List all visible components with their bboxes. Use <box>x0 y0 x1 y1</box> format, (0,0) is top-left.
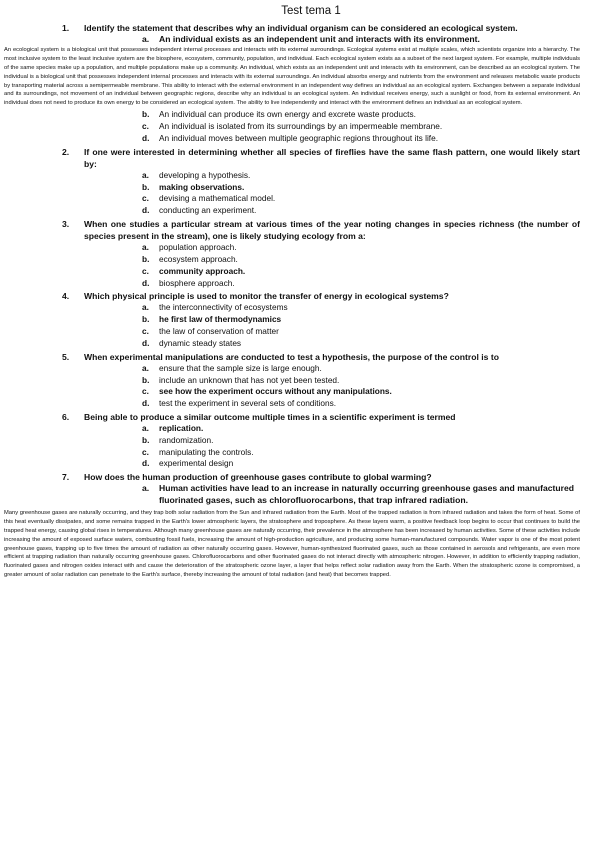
option-text: Human activities have lead to an increase in naturally occurring greenhouse gases and manufactured fluorinated gases, such as chlorofluorocarbons, that trap infrared radiation. <box>159 483 575 506</box>
option-letter: c. <box>142 121 149 132</box>
option-item-correct <box>142 266 580 278</box>
question-text: If one were interested in determining whether all species of fireflies have the same flash pattern, one would likely start by: <box>84 146 580 169</box>
answer-option <box>142 34 580 46</box>
option-item <box>142 363 580 375</box>
option-text: An individual is isolated from its surroundings by an impermeable membrane. <box>159 121 443 132</box>
answer-option <box>142 483 580 507</box>
option-letter: a. <box>142 242 149 253</box>
option-letter: c. <box>142 193 149 204</box>
question-1 <box>42 22 580 34</box>
option-text: An individual moves between multiple geographic regions throughout its life. <box>159 132 439 143</box>
question-text: Identify the statement that describes why an individual organism can be considered an ecological system. <box>84 23 518 33</box>
option-item <box>142 458 580 470</box>
option-letter: b. <box>142 314 150 325</box>
question-text: Which physical principle is used to monitor the transfer of energy in ecological systems? <box>84 291 449 302</box>
option-text: conducting an experiment. <box>159 205 257 216</box>
option-letter: c. <box>142 446 149 457</box>
option-letter: c. <box>142 386 149 397</box>
question-number: 3. <box>62 219 70 229</box>
option-text: randomization. <box>159 434 214 445</box>
option-letter: d. <box>142 277 150 288</box>
option-text: An individual can produce its own energy and excrete waste products. <box>159 109 416 120</box>
option-item <box>142 193 580 205</box>
option-letter: d. <box>142 398 150 409</box>
option-text: the law of conservation of matter <box>159 326 279 337</box>
option-letter: a. <box>142 423 149 434</box>
option-text: ensure that the sample size is large enough. <box>159 362 322 373</box>
option-text: developing a hypothesis. <box>159 169 251 180</box>
option-item <box>142 326 580 338</box>
option-item <box>142 338 580 350</box>
question-7 <box>42 471 580 483</box>
option-item <box>142 205 580 217</box>
option-text: the interconnectivity of ecosystems <box>159 302 288 313</box>
option-item <box>142 109 580 121</box>
option-item-correct <box>142 182 580 194</box>
question-4 <box>42 290 580 302</box>
option-letter: d. <box>142 132 150 143</box>
option-text: biosphere approach. <box>159 277 235 288</box>
option-text: test the experiment in several sets of conditions. <box>159 398 337 409</box>
option-text: making observations. <box>159 181 245 192</box>
option-item <box>142 254 580 266</box>
option-letter: b. <box>142 253 150 264</box>
option-letter: c. <box>142 326 149 337</box>
option-letter: a. <box>142 302 149 313</box>
question-3 <box>42 218 580 242</box>
option-text: ecosystem approach. <box>159 253 238 264</box>
question-2 <box>42 146 580 170</box>
option-letter: c. <box>142 265 149 276</box>
option-letter: a. <box>142 169 149 180</box>
option-letter: b. <box>142 434 150 445</box>
option-letter: d. <box>142 458 150 469</box>
option-text: community approach. <box>159 265 246 276</box>
option-text: replication. <box>159 423 204 434</box>
option-item-correct <box>142 314 580 326</box>
question-number: 4. <box>62 291 70 302</box>
question-text: When experimental manipulations are conducted to test a hypothesis, the purpose of the control is to <box>84 351 499 362</box>
option-letter: a. <box>142 362 149 373</box>
option-letter: a. <box>142 483 150 494</box>
option-item <box>142 121 580 133</box>
explanation-paragraph: An ecological system is a biological unit that possesses independent internal processes and interacts with its external surroundings. Ecological systems exist at multiple scales, which scientists organize into a hierarchy. The most inclusive system to the least inclusive system are the biosphere, ecosystem, community, population, and individual. Each ecological system exists as a subset of the next largest system. For example, multiple individuals of the same species make up a population, and multiple populations make up a community. An individual, which exists as an independent unit and interacts with its environment, can be described as an ecological system. The individual is a biological unit that possesses independent internal processes and interacts with its external surroundings. An individual absorbs energy and nutrients from the environment and releases metabolic waste products by transporting material across a semipermeable membrane. This ability to interact with the external environment in an independent way defines an individual as an ecological system. Exchanges between a separate individual and its surroundings, not movement of an individual between geographic regions, describe why an individual is an ecological system. An individual receives energy, such a sunlight or food, from its external environment. An individual does not need to produce its own energy to be considered an ecological system. The ability to live independently and interact with the environment defines an individual as an ecological system. <box>4 46 580 107</box>
option-text: manipulating the controls. <box>159 446 254 457</box>
option-item <box>142 398 580 410</box>
option-item <box>142 447 580 459</box>
question-text: Being able to produce a similar outcome multiple times in a scientific experiment is termed <box>84 411 456 422</box>
option-item <box>142 375 580 387</box>
option-letter: b. <box>142 181 150 192</box>
option-letter: b. <box>142 109 150 120</box>
option-text: see how the experiment occurs without any manipulations. <box>159 386 392 397</box>
option-text: include an unknown that has not yet been tested. <box>159 374 340 385</box>
option-text: An individual exists as an independent unit and interacts with its environment. <box>159 34 480 45</box>
question-number: 1. <box>62 23 70 33</box>
option-item-correct <box>142 423 580 435</box>
option-item <box>142 435 580 447</box>
option-text: population approach. <box>159 242 237 253</box>
option-item <box>142 278 580 290</box>
option-item <box>142 133 580 145</box>
question-number: 2. <box>62 146 70 157</box>
question-6 <box>42 411 580 423</box>
option-letter: a. <box>142 34 150 45</box>
option-text: devising a mathematical model. <box>159 193 276 204</box>
question-text: How does the human production of greenhouse gases contribute to global warming? <box>84 472 432 483</box>
option-text: experimental design <box>159 458 234 469</box>
option-item-correct <box>142 386 580 398</box>
option-item <box>142 302 580 314</box>
option-text: he first law of thermodynamics <box>159 314 282 325</box>
question-number: 7. <box>62 472 70 483</box>
option-letter: d. <box>142 337 150 348</box>
question-text: When one studies a particular stream at various times of the year noting changes in species richness (the number of species present in the stream), one is likely studying ecology from a: <box>84 219 580 242</box>
option-item <box>142 170 580 182</box>
option-letter: b. <box>142 374 150 385</box>
page-title: Test tema 1 <box>281 5 341 17</box>
question-number: 6. <box>62 411 70 422</box>
explanation-paragraph: Many greenhouse gases are naturally occurring, and they trap both solar radiation from the Sun and infrared radiation from the Earth. Most of the trapped radiation is from infrared radiation and takes the form of heat. Some of this heat eventually dissipates, and some remains trapped in the Earth's lower atmospheric layers, the stratosphere and troposphere. As these layers warm, a positive feedback loop begins to occur that continues to build the trapped heat energy, causing global rises in temperatures. Although many greenhouse gases are naturally occurring, their prevalence in the atmosphere has been increased by human activities. Some of these activities include increasing the amount of exposed surface waters, combusting fossil fuels, increasing the amount of high-production agriculture, and producing some human-manufactured compounds. Water vapor is one of the most potent greenhouse gases, trapping up to five times the amount of radiation as other naturally occurring gases. However, human-synthesized fluorinated gases, such as those contained in aerosols and refrigerants, are even more efficient at trapping radiation than naturally occurring greenhouse gases. Chlorofluorocarbons and other fluorinated gases do not interact directly with atmospheric nitrogen. However, in addition to efficiently trapping radiation, fluorinated gases and nitrogen oxides interact with and cause the deterioration of the stratospheric ozone layer, a layer that helps reflect solar radiation away from the Earth. When the stratospheric ozone is compromised, a greater amount of solar radiation can penetrate to the Earth's surface, thereby increasing the amount of total radiation (and heat) that becomes trapped. <box>4 509 580 579</box>
question-5 <box>42 351 580 363</box>
option-text: dynamic steady states <box>159 337 242 348</box>
option-item <box>142 242 580 254</box>
question-number: 5. <box>62 351 70 362</box>
option-letter: d. <box>142 205 150 216</box>
